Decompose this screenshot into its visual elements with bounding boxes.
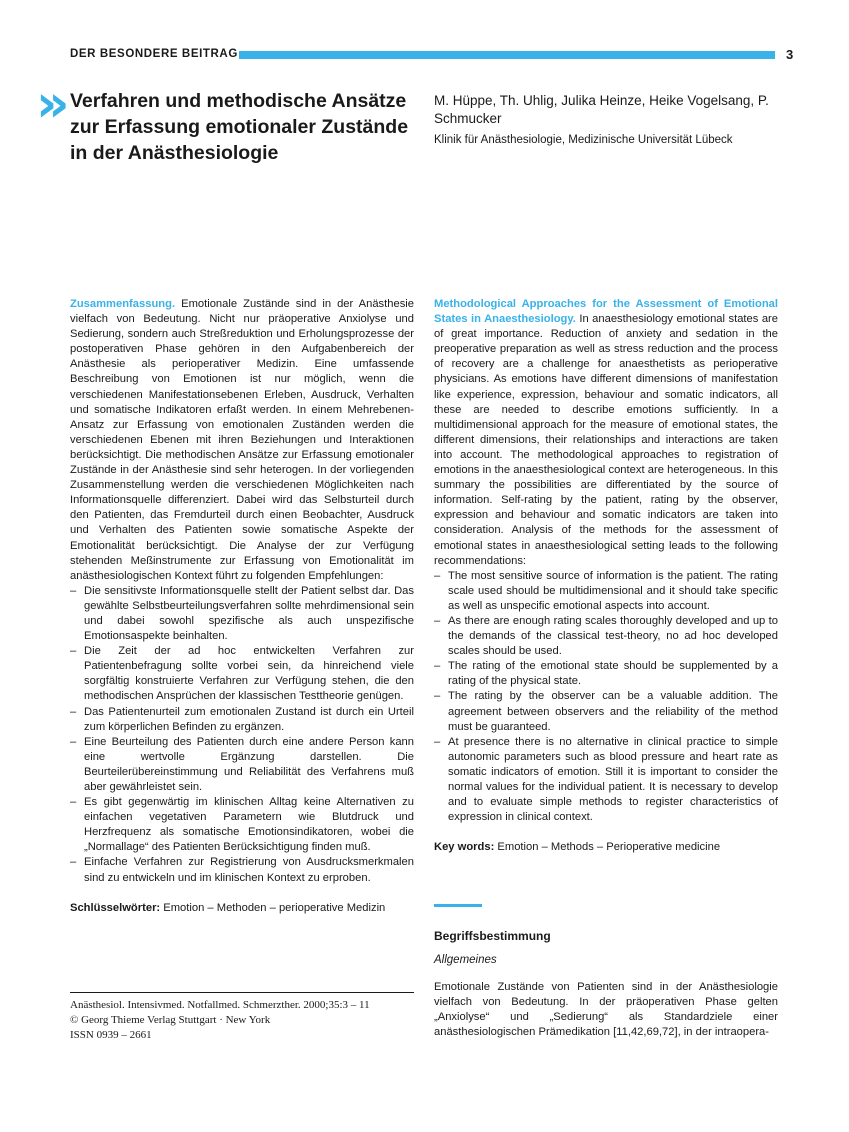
abstract-german-text: Emotionale Zustände sind in der Anästhesie vielfach von Bedeutung. Nicht nur präoperative Anxiolyse und Sedierung, sondern auch Streßreduktion und Erholungsprozesse der postoperativen Phase gehören in den Aufgabenbereich der Anästhesie als perioperativer Medizin. Eine umfassende Beschreibung von Emotionen ist nur möglich, wenn die verschiedenen Manifestationsebenen Erleben, Ausdruck, Verhalten und somatische Indikatoren erfaßt werden. In einem Mehrebenen-Ansatz zur Erfassung von emotionalen Zuständen werden die verschiedenen Ebenen mit ihren Beziehungen und Interaktionen berücksichtigt. Die methodischen Ansätze zur Erfassung emotionaler Zustände in der Anästhesie sind sehr heterogen. In der vorliegenden Zusammenstellung werden die verschiedenen Möglichkeiten nach Informationsquelle differenziert. Dabei wird das Selbsturteil durch den Patienten, das Fremdurteil durch einen Beobachter, Ausdruck und Verhalten des Patienten sowie somatische Aspekte der Emotionalität berücksichtigt. Die Analyse der zur Verfügung stehenden Meßinstrumente zur Erfassung von Emotionalität im anästhesiologischen Kontext führt zu folgenden Empfehlungen: [70,298,414,582]
list-item: – Einfache Verfahren zur Registrierung von Ausdrucksmerkmalen sind zu entwickeln und im klinischen Kontext zu erproben. [70,855,414,885]
list-item: – The rating of the emotional state should be supplemented by a rating of the physical state. [434,659,778,689]
keywords-english-text: Emotion – Methods – Perioperative medicine [497,841,721,854]
abstract-english-paragraph [434,297,778,569]
citation-issn: ISSN 0939 – 2661 [70,1029,152,1041]
list-item: – The rating by the observer can be a valuable addition. The agreement between observers and the reliability of the method must be guaranteed. [434,689,778,734]
abstract-english-recommendations [434,569,778,826]
list-item: – As there are enough rating scales thoroughly developed and up to the demands of the classical test-theory, no ad hoc developed scales should be used. [434,614,778,659]
abstract-german-lead: Zusammenfassung. [70,298,176,310]
abstract-english-text: In anaesthesiology emotional states are of great importance. Reduction of anxiety and sedation in the preoperative preparation as well as stress reduction and the process of recovery are a challenge for anaesthetists as perioperative physicians. As emotions have different dimensions of manifestation like experience, expression, behaviour and somatic indicators, all these are needed to describe emotions sufficiently. In a multidimensional approach for the measure of emotional states, the different dimensions, their relationships and interactions are taken into account. The methodological approaches to registration of emotions in the anaesthesiological context are heterogeneous. In this summary the possibilities are differentiated by the source of information. Self-rating by the patient, rating by the observer, expression and behaviour and somatic indicators are taken into consideration. Analysis of the methods for the assessment of emotional states in anaesthesiological setting leads to the following recommendations: [434,313,778,567]
article-affiliation: Klinik für Anästhesiologie, Medizinische Universität Lübeck [434,134,733,146]
page-number: 3 [786,47,794,62]
article-title: Verfahren und methodische Ansätze zur Erfassung emotionaler Zustände in der Anästhesiologie [70,90,409,164]
list-item: – Die sensitivste Informationsquelle stellt der Patient selbst dar. Das gewählte Selbstbeurteilungsverfahren sollte mehrdimensional sein und dabei sowohl spezifische als auch unspezifische Emotionsaspekte beinhalten. [70,584,414,644]
keywords-german [70,901,414,916]
abstract-english-lead: Methodological Approaches for the Assessment of Emotional States in Anaesthesiology. [434,298,778,326]
citation-divider [70,992,414,993]
keywords-english-label: Key words: [434,841,495,854]
citation-block [70,998,414,1043]
body-paragraph: Emotionale Zustände von Patienten sind in der Anästhesiologie vielfach von Bedeutung. In der präoperativen Phase gelten „Anxiolyse“ und „Sedierung“ als Standardziele einer anästhesiologischen Prämedikation [11,42,69,72], in der intraopera- [434,981,778,1039]
citation-journal: Anästhesiol. Intensivmed. Notfallmed. Schmerzther. 2000;35:3 – 11 [70,999,370,1011]
section-heading: Begriffsbestimmung [434,929,551,943]
list-item: – Es gibt gegenwärtig im klinischen Alltag keine Alternativen zu einfachen vegetativen Parametern wie Blutdruck und Herzfrequenz als somatische Emotionsindikatoren, wobei die „Normallage“ des Patienten Berücksichtigung finden muß. [70,795,414,855]
keywords-german-label: Schlüsselwörter: [70,901,161,914]
citation-publisher: © Georg Thieme Verlag Stuttgart · New York [70,1014,271,1026]
section-subheading: Allgemeines [434,954,497,966]
list-item: – Die Zeit der ad hoc entwickelten Verfahren zur Patientenbefragung sollte vorbei sein, da hinreichend viele sorgfältig konstruierte Verfahren zur Verfügung stehen, die den methodischen Ansprüchen der klassischen Testtheorie genügen. [70,644,414,704]
abstract-german [70,297,414,916]
list-item: – At presence there is no alternative in clinical practice to simple autonomic parameters such as blood pressure and heart rate as somatic indicators of emotion. Still it is important to consider the normal values for the individual patient. It is necessary to develop and to evaluate simple methods to register characteristics of expression in clinical context. [434,735,778,826]
header-accent-bar [239,51,775,59]
section-accent-rule [434,904,482,907]
list-item: – Das Patientenurteil zum emotionalen Zustand ist durch ein Urteil zum körperlichen Befinden zu ergänzen. [70,705,414,735]
keywords-english [434,840,778,855]
abstract-english [434,297,778,855]
quote-mark-icon: » [36,74,64,134]
abstract-german-paragraph [70,297,414,584]
section-label: DER BESONDERE BEITRAG [70,48,238,60]
keywords-german-text: Emotion – Methoden – perioperative Medizin [163,901,386,914]
abstract-german-recommendations [70,584,414,886]
list-item: – The most sensitive source of information is the patient. The rating scale used should be multidimensional and it should take specific as well as unspecific emotional aspects into account. [434,569,778,614]
list-item: – Eine Beurteilung des Patienten durch eine andere Person kann eine wertvolle Ergänzung darstellen. Die Beurteilerübereinstimmung und Reliabilität des Verfahrens muß aber gewährleistet sein. [70,735,414,795]
article-authors: M. Hüppe, Th. Uhlig, Julika Heinze, Heike Vogelsang, P. Schmucker [434,93,769,126]
